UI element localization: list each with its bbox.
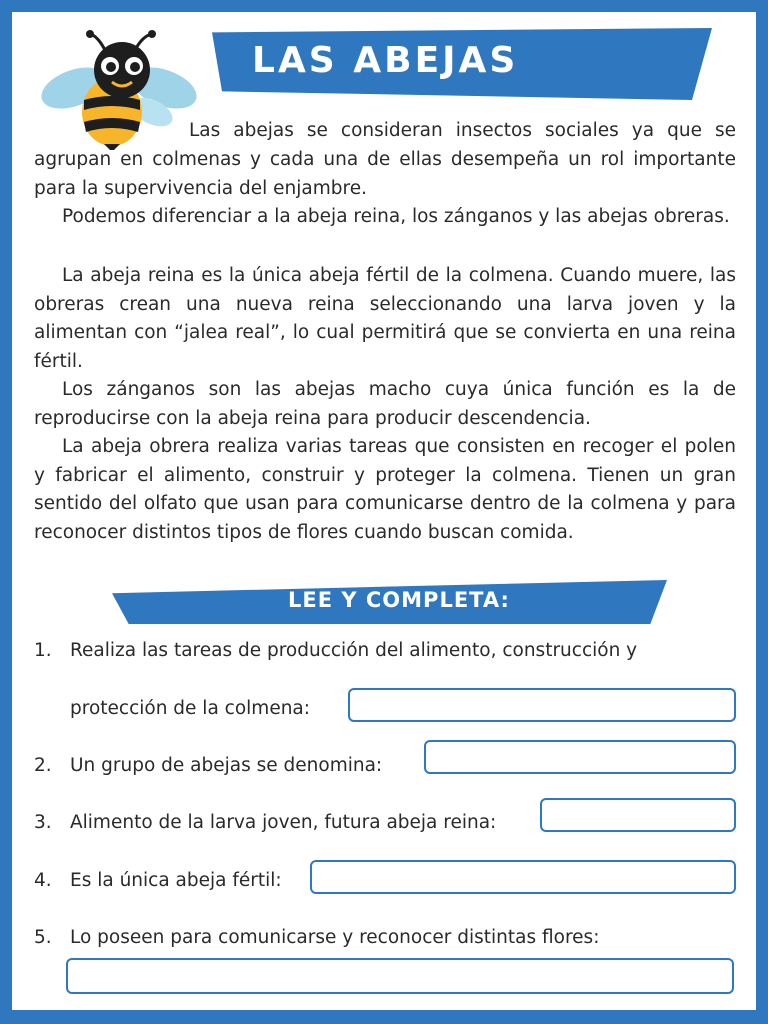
section-title: LEE Y COMPLETA: bbox=[288, 588, 510, 612]
question-3-number: 3. bbox=[34, 812, 52, 833]
question-4-text: Es la única abeja fértil: bbox=[70, 870, 282, 891]
question-3-text: Alimento de la larva joven, futura abeja reina: bbox=[70, 812, 497, 833]
answer-field-2[interactable] bbox=[424, 740, 736, 774]
question-1-number: 1. bbox=[34, 640, 52, 661]
worksheet-page bbox=[12, 12, 756, 1010]
page-title: LAS ABEJAS bbox=[252, 40, 519, 81]
question-5-number: 5. bbox=[34, 927, 52, 948]
answer-field-5[interactable] bbox=[66, 958, 734, 994]
answer-field-1[interactable] bbox=[348, 688, 736, 722]
intro-paragraph-5: La abeja obrera realiza varias tareas que consisten en recoger el polen y fabricar el alimento, construir y proteger la colmena. Tienen un gran sentido del olfato que usan para comunicarse dentro de la colmena y para reconocer distintos tipos de flores cuando buscan comida. bbox=[34, 436, 736, 544]
question-5-text: Lo poseen para comunicarse y reconocer distintas flores: bbox=[70, 927, 600, 948]
question-2-number: 2. bbox=[34, 755, 52, 776]
question-2-text: Un grupo de abejas se denomina: bbox=[70, 755, 383, 776]
question-4-number: 4. bbox=[34, 870, 52, 891]
question-1-text-cont: protección de la colmena: bbox=[70, 698, 310, 719]
question-1-text: Realiza las tareas de producción del alimento, construcción y bbox=[70, 640, 638, 661]
intro-paragraph-4: Los zánganos son las abejas macho cuya única función es la de reproducirse con la abeja reina para producir descendencia. bbox=[34, 379, 736, 429]
intro-paragraph-2: Podemos diferenciar a la abeja reina, los zánganos y las abejas obreras. bbox=[62, 206, 730, 227]
answer-field-4[interactable] bbox=[310, 860, 736, 894]
intro-paragraph-1: Las abejas se consideran insectos sociales ya que se agrupan en colmenas y cada una de ellas desempeña un rol importante para la supervivencia del enjambre. bbox=[34, 120, 736, 199]
answer-field-3[interactable] bbox=[540, 798, 736, 832]
intro-paragraph-3: La abeja reina es la única abeja fértil de la colmena. Cuando muere, las obreras crean una nueva reina seleccionando una larva joven y la alimentan con “jalea real”, lo cual permitirá que se convierta en una reina fértil. bbox=[34, 265, 736, 373]
